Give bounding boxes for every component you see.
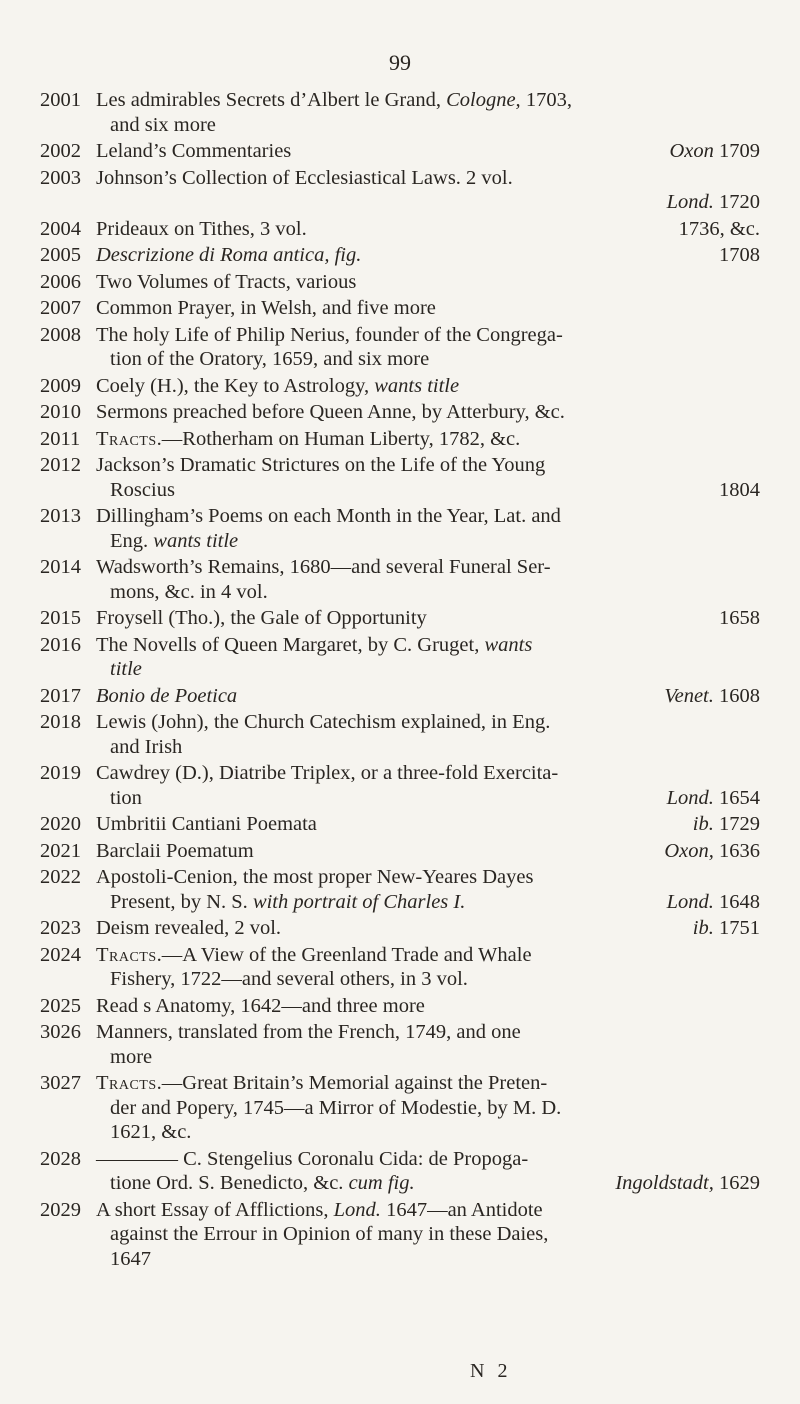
text-segment: Present, by N. S. [110,890,253,913]
text-segment: 1729 [713,813,760,835]
catalogue-entry [40,1147,760,1196]
text-segment: tion [110,786,142,809]
entry-line [96,890,760,915]
text-segment: cum fig. [348,1172,415,1194]
entry-text [96,994,425,1019]
entry-text [96,400,565,425]
text-segment: 1751 [713,917,760,939]
text-segment: 1658 [719,607,760,629]
catalogue-entry [40,606,760,631]
lot-number: 2015 [40,607,81,629]
entry-text [96,1198,543,1223]
catalogue-entry [40,839,760,864]
entry-line [96,374,760,399]
entry-text [96,555,551,580]
catalogue-entry [40,1020,760,1069]
entry-text [96,504,561,529]
catalogue-entry [40,555,760,604]
text-segment: tion of the Oratory, 1659, and six more [110,348,430,370]
entry-description [96,453,760,502]
entry-line [96,347,760,372]
entry-line [96,296,760,321]
entry-text [96,139,291,164]
entry-text [96,943,532,968]
lot-number: 2021 [40,839,81,862]
catalogue-entry [40,453,760,502]
page-number: 99 [389,50,411,75]
imprint [667,786,760,811]
entry-text [96,916,281,941]
text-segment: 1709 [713,140,760,162]
entry-line [96,839,760,864]
lot-number: 2014 [40,556,81,578]
text-segment: Coely (H.), the Key to Astrology, [96,374,375,397]
lot-number: 2007 [40,297,81,319]
entry-line [96,1222,760,1247]
signature-mark: N 2 [470,1360,512,1382]
catalogue-entry [40,504,760,553]
text-segment: 1736, &c. [678,217,760,240]
text-segment: .—Great Britain’s Memorial against the Preten- [156,1072,548,1094]
text-segment: Oxon, [664,839,714,862]
entry-description [96,633,760,682]
entry-text [96,427,520,452]
entry-line [96,633,760,658]
catalogue-entry [40,243,760,268]
entry-text [96,243,361,268]
entry-text [110,735,182,760]
text-segment: Read s Anatomy, 1642—and three more [96,994,425,1017]
entry-text [110,1171,415,1196]
entry-description [96,1020,760,1069]
entry-description [96,994,760,1019]
entry-text [96,839,254,864]
entry-description [96,374,760,399]
text-segment: Lond. [666,890,714,913]
text-segment: Lond. [333,1198,381,1221]
catalogue-entry [40,217,760,242]
text-segment: title [110,658,142,680]
text-segment: Lond. [666,191,714,213]
entry-description [96,504,760,553]
lot-number: 2024 [40,943,81,966]
entry-line [96,916,760,941]
entry-description [96,555,760,604]
entry-text [96,606,427,631]
catalogue-entry [40,1071,760,1145]
catalogue-entry [40,166,760,215]
catalogue-entry [40,323,760,372]
entry-line [96,1147,760,1172]
text-segment: 1608 [713,684,760,707]
entry-text [96,88,572,113]
text-segment: Johnson’s Collection of Ecclesiastical Laws. 2 vol. [96,166,513,189]
catalogue-entry [40,812,760,837]
catalogue-entry [40,865,760,914]
catalogue-entry [40,761,760,810]
entry-line [96,166,760,191]
entry-text [110,1247,151,1272]
entry-line [96,1071,760,1096]
text-segment: Prideaux on Tithes, 3 vol. [96,217,307,240]
text-segment: Bonio de Poetica [96,684,238,707]
text-segment: Ingoldstadt, [615,1172,714,1194]
text-segment: 1621, &c. [110,1121,192,1143]
text-segment: Fishery, 1722—and several others, in 3 vol. [110,968,468,990]
imprint [667,190,760,215]
text-segment: Lewis (John), the Church Catechism explained, in Eng. [96,711,551,733]
entry-line [96,761,760,786]
entry-text [110,1120,191,1145]
text-segment: The holy Life of Philip Nerius, founder of the Congrega- [96,323,563,346]
entry-text [96,710,550,735]
text-segment: Oxon [669,140,714,162]
text-segment: against the Errour in Opinion of many in these Daies, [110,1223,549,1245]
text-segment: and six more [110,113,216,136]
entry-text [96,761,558,786]
entry-text [96,684,237,709]
text-segment: Manners, translated from the French, 1749, and one [96,1021,521,1043]
lot-number: 2022 [40,866,81,888]
entry-line [96,1120,760,1145]
text-segment: 1636 [713,839,760,862]
text-segment: .—Rotherham on Human Liberty, 1782, &c. [156,427,521,450]
entry-description [96,270,760,295]
entry-text [110,890,465,915]
entry-line [96,478,760,503]
lot-number: 2002 [40,140,81,162]
lot-number: 2012 [40,454,81,476]
text-segment: tione Ord. S. Benedicto, &c. [110,1172,349,1194]
text-segment: 1804 [719,478,760,501]
text-segment: and Irish [110,735,183,758]
imprint [719,478,760,503]
entry-description [96,1147,760,1196]
text-segment: The Novells of Queen Margaret, by C. Gruget, [96,633,485,656]
text-segment: Sermons preached before Queen Anne, by Atterbury, &c. [96,401,565,423]
text-segment: Barclaii Poematum [96,839,254,862]
entry-line [96,943,760,968]
entry-line [96,865,760,890]
lot-number: 2019 [40,762,81,784]
text-segment: 1720 [713,191,760,213]
entry-description [96,427,760,452]
text-segment: wants [484,633,533,656]
entry-description [96,1071,760,1145]
entry-text [96,1020,521,1045]
entry-description [96,400,760,425]
entry-line [96,684,760,709]
text-segment: Tracts [96,943,157,966]
text-segment: Lond. [666,786,714,809]
entry-line [96,270,760,295]
text-segment: ib. [692,813,714,835]
text-segment: Froysell (Tho.), the Gale of Opportunity [96,607,427,629]
entry-text [110,347,429,372]
text-segment: with portrait of Charles I. [252,890,466,913]
catalogue-entry [40,1198,760,1272]
lot-number: 2016 [40,633,81,656]
lot-number: 2009 [40,374,81,397]
text-segment: Jackson’s Dramatic Strictures on the Life of the Young [96,454,546,476]
text-segment: Two Volumes of Tracts, various [96,270,357,293]
imprint [664,839,760,864]
text-segment: Apostoli-Cenion, the most proper New-Yeares Dayes [96,866,534,888]
text-segment: Cawdrey (D.), Diatribe Triplex, or a three-fold Exercita- [96,762,559,784]
lot-number: 2010 [40,401,81,423]
lot-number: 2017 [40,684,81,707]
imprint [664,684,760,709]
entry-line [96,453,760,478]
entry-text [96,374,459,399]
entry-text [110,580,268,605]
text-segment: A short Essay of Afflictions, [96,1198,334,1221]
entry-line [96,400,760,425]
text-segment: 1648 [713,890,760,913]
entry-description [96,943,760,992]
entry-text [110,1096,561,1121]
lot-number: 2006 [40,270,81,293]
entry-line [96,504,760,529]
entry-line [96,786,760,811]
entry-text [96,453,545,478]
entry-line [96,710,760,735]
entry-line [96,427,760,452]
entry-description [96,839,760,864]
lot-number: 2018 [40,711,81,733]
entry-description [96,88,760,137]
catalogue-entry [40,139,760,164]
entry-description [96,812,760,837]
text-segment: Venet. [664,684,714,707]
entry-text [110,1222,548,1247]
text-segment: 1654 [713,786,760,809]
entry-description [96,166,760,215]
lot-number: 2029 [40,1198,81,1221]
text-segment: 1647 [110,1247,151,1270]
entry-line [96,529,760,554]
catalogue-entry [40,994,760,1019]
entry-line [96,555,760,580]
entry-line [96,88,760,113]
entry-line [96,812,760,837]
lot-number: 3026 [40,1021,81,1043]
catalogue-entry [40,710,760,759]
entry-line [96,967,760,992]
lot-number: 2013 [40,505,81,527]
entry-line [96,606,760,631]
entry-description [96,1198,760,1272]
lot-number: 2004 [40,217,81,240]
text-segment: Descrizione di Roma antica, fig. [96,244,362,266]
entry-line [96,243,760,268]
catalogue-entry [40,374,760,399]
entry-line [96,1198,760,1223]
text-segment: 1629 [713,1172,760,1194]
entry-text [96,1147,528,1172]
entry-line [96,1020,760,1045]
imprint [667,890,760,915]
lot-number: 2025 [40,994,81,1017]
entry-description [96,606,760,631]
entry-description [96,139,760,164]
entry-description [96,684,760,709]
imprint [615,1171,760,1196]
entry-text [110,113,216,138]
text-segment: Deism revealed, 2 vol. [96,917,282,939]
entry-description [96,296,760,321]
text-segment: .—A View of the Greenland Trade and Whale [156,943,532,966]
text-segment: Dillingham’s Poems on each Month in the Year, Lat. and [96,505,561,527]
entry-description [96,323,760,372]
text-segment: Eng. [110,529,154,552]
entry-line [96,1247,760,1272]
entry-line [96,113,760,138]
entry-line [96,994,760,1019]
catalogue-entry [40,916,760,941]
lot-number: 2008 [40,323,81,346]
entry-line [96,1045,760,1070]
text-segment: Tracts [96,1072,157,1094]
text-segment: Cologne, [446,89,521,111]
lot-number: 2028 [40,1147,81,1170]
entry-text [96,1071,547,1096]
catalogue-entry [40,943,760,992]
text-segment: Common Prayer, in Welsh, and five more [96,297,436,319]
entry-line [96,580,760,605]
entry-description [96,865,760,914]
entry-description [96,710,760,759]
text-segment: 1647—an Antidote [380,1198,543,1221]
entry-text [110,478,175,503]
imprint [693,916,760,941]
text-segment: Umbritii Cantiani Poemata [96,813,317,835]
text-segment: der and Popery, 1745—a Mirror of Modestie, by M. D. [110,1096,562,1119]
text-segment: Wadsworth’s Remains, 1680—and several Funeral Ser- [96,556,551,578]
entry-text [96,296,436,321]
lot-number: 2020 [40,813,81,835]
entry-text [96,865,533,890]
entry-description [96,761,760,810]
entry-text [110,529,238,554]
entry-text [110,657,142,682]
entry-description [96,217,760,242]
text-segment: ib. [692,917,714,939]
catalogue-entry [40,400,760,425]
text-segment: Leland’s Commentaries [96,140,292,162]
entry-text [110,967,468,992]
entry-line [96,657,760,682]
entry-line [96,190,760,215]
entry-text [96,270,356,295]
entry-text [110,1045,152,1070]
lot-number: 2005 [40,244,81,266]
entry-text [96,166,513,191]
lot-number: 2001 [40,89,81,111]
imprint [719,606,760,631]
text-segment: Tracts [96,427,157,450]
catalogue-entry [40,88,760,137]
entry-line [96,217,760,242]
entry-text [110,786,142,811]
entry-description [96,243,760,268]
text-segment: 1708 [719,244,760,266]
entry-text [96,217,307,242]
lot-number: 2011 [40,427,81,450]
entry-description [96,916,760,941]
entry-line [96,1096,760,1121]
entry-line [96,323,760,348]
entry-line [96,139,760,164]
text-segment: more [110,1045,153,1068]
lot-number: 3027 [40,1072,81,1094]
imprint [719,243,760,268]
text-segment: mons, &c. in 4 vol. [110,580,268,603]
catalogue-entry [40,427,760,452]
entry-text [96,633,532,658]
entry-line [96,735,760,760]
imprint [679,217,760,242]
text-segment: Les admirables Secrets d’Albert le Grand, [96,89,447,111]
catalogue-entry [40,270,760,295]
catalogue-entries [40,88,760,1273]
imprint [693,812,760,837]
lot-number: 2003 [40,166,81,189]
catalogue-entry [40,296,760,321]
imprint [669,139,760,164]
text-segment: wants title [153,529,239,552]
lot-number: 2023 [40,917,81,939]
entry-line [96,1171,760,1196]
text-segment: Roscius [110,478,175,501]
catalogue-entry [40,684,760,709]
text-segment: wants title [374,374,460,397]
catalogue-entry [40,633,760,682]
entry-text [96,812,317,837]
entry-text [96,323,563,348]
text-segment: 1703, [520,89,572,111]
text-segment: ———— C. Stengelius Coronalu Cida: de Propoga- [96,1147,529,1170]
